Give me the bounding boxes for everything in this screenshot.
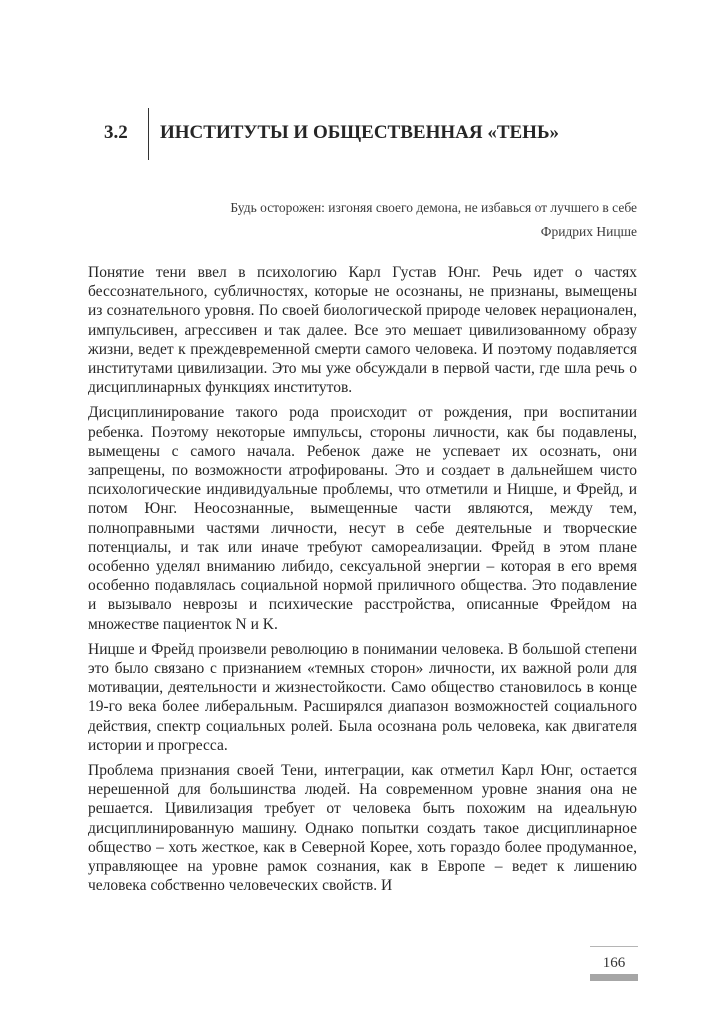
- page-number-rule: [590, 946, 638, 947]
- heading-divider: [148, 108, 149, 160]
- section-number: 3.2: [104, 122, 128, 143]
- paragraph: Ницше и Фрейд произвели революцию в понимании человека. В большой степени это было связано с признанием «темных сторон» личности, их важной роли для мотивации, деятельности и жизнестойкости. Само общество становилось в конце 19-го века более либеральным. Расширялся диапазон возможностей социального действия, спектр социальных ролей. Была осознана роль человека, как двигателя истории и прогресса.: [88, 640, 637, 754]
- paragraph: Дисциплинирование такого рода происходит от рождения, при воспитании ребенка. Поэтому некоторые импульсы, стороны личности, как бы подавлены, вымещены с самого начала. Ребенок даже не успевает их осознать, они запрещены, по возможности атрофированы. Это и создает в дальнейшем чисто психологические индивидуальные проблемы, что отметили и Ницше, и Фрейд, и потом Юнг. Неосознанные, вымещенные части являются, между тем, полноправными частями личности, несут в себе деятельные и творческие потенциалы, и так или иначе требуют самореализации. Фрейд в этом плане особенно уделял вниманию либидо, сексуальной энергии – которая в его время особенно подавлялась социальной нормой приличного общества. Это подавление и вызывало неврозы и психические расстройства, описанные Фрейдом на множестве пациенток N и K.: [88, 404, 637, 633]
- paragraph: Проблема признания своей Тени, интеграции, как отметил Карл Юнг, остается нерешенной для большинства людей. На современном уровне знания она не решается. Цивилизация требует от человека быть похожим на идеальную дисциплинированную машину. Однако попытки создать такое дисциплинарное общество – хоть жесткое, как в Северной Корее, хоть гораздо более продуманное, управляющее на уровне рамок сознания, как в Европе – ведет к лишению человека собственно человеческих свойств. И: [88, 762, 637, 895]
- epigraph-author: Фридрих Ницше: [540, 224, 637, 239]
- paragraph: Понятие тени ввел в психологию Карл Густав Юнг. Речь идет о частях бессознательного, субличностях, которые не осознаны, не признаны, вымещены из сознательного уровня. По своей биологической природе человек нерационален, импульсивен, агрессивен и так далее. Все это мешает цивилизованному образу жизни, ведет к преждевременной смерти самого человека. И поэтому подавляется институтами цивилизации. Это мы уже обсуждали в первой части, где шла речь о дисциплинарных функциях институтов.: [88, 264, 637, 397]
- body-text: [88, 263, 637, 902]
- epigraph-quote: Будь осторожен: изгоняя своего демона, не избавься от лучшего в себе: [230, 200, 637, 215]
- section-heading: [0, 0, 725, 170]
- epigraph: [150, 196, 637, 244]
- page-number: 166: [602, 955, 626, 971]
- page-number-footer: [590, 946, 638, 982]
- section-title: ИНСТИТУТЫ И ОБЩЕСТВЕННАЯ «ТЕНЬ»: [160, 122, 560, 143]
- page-number-bar: [590, 974, 638, 981]
